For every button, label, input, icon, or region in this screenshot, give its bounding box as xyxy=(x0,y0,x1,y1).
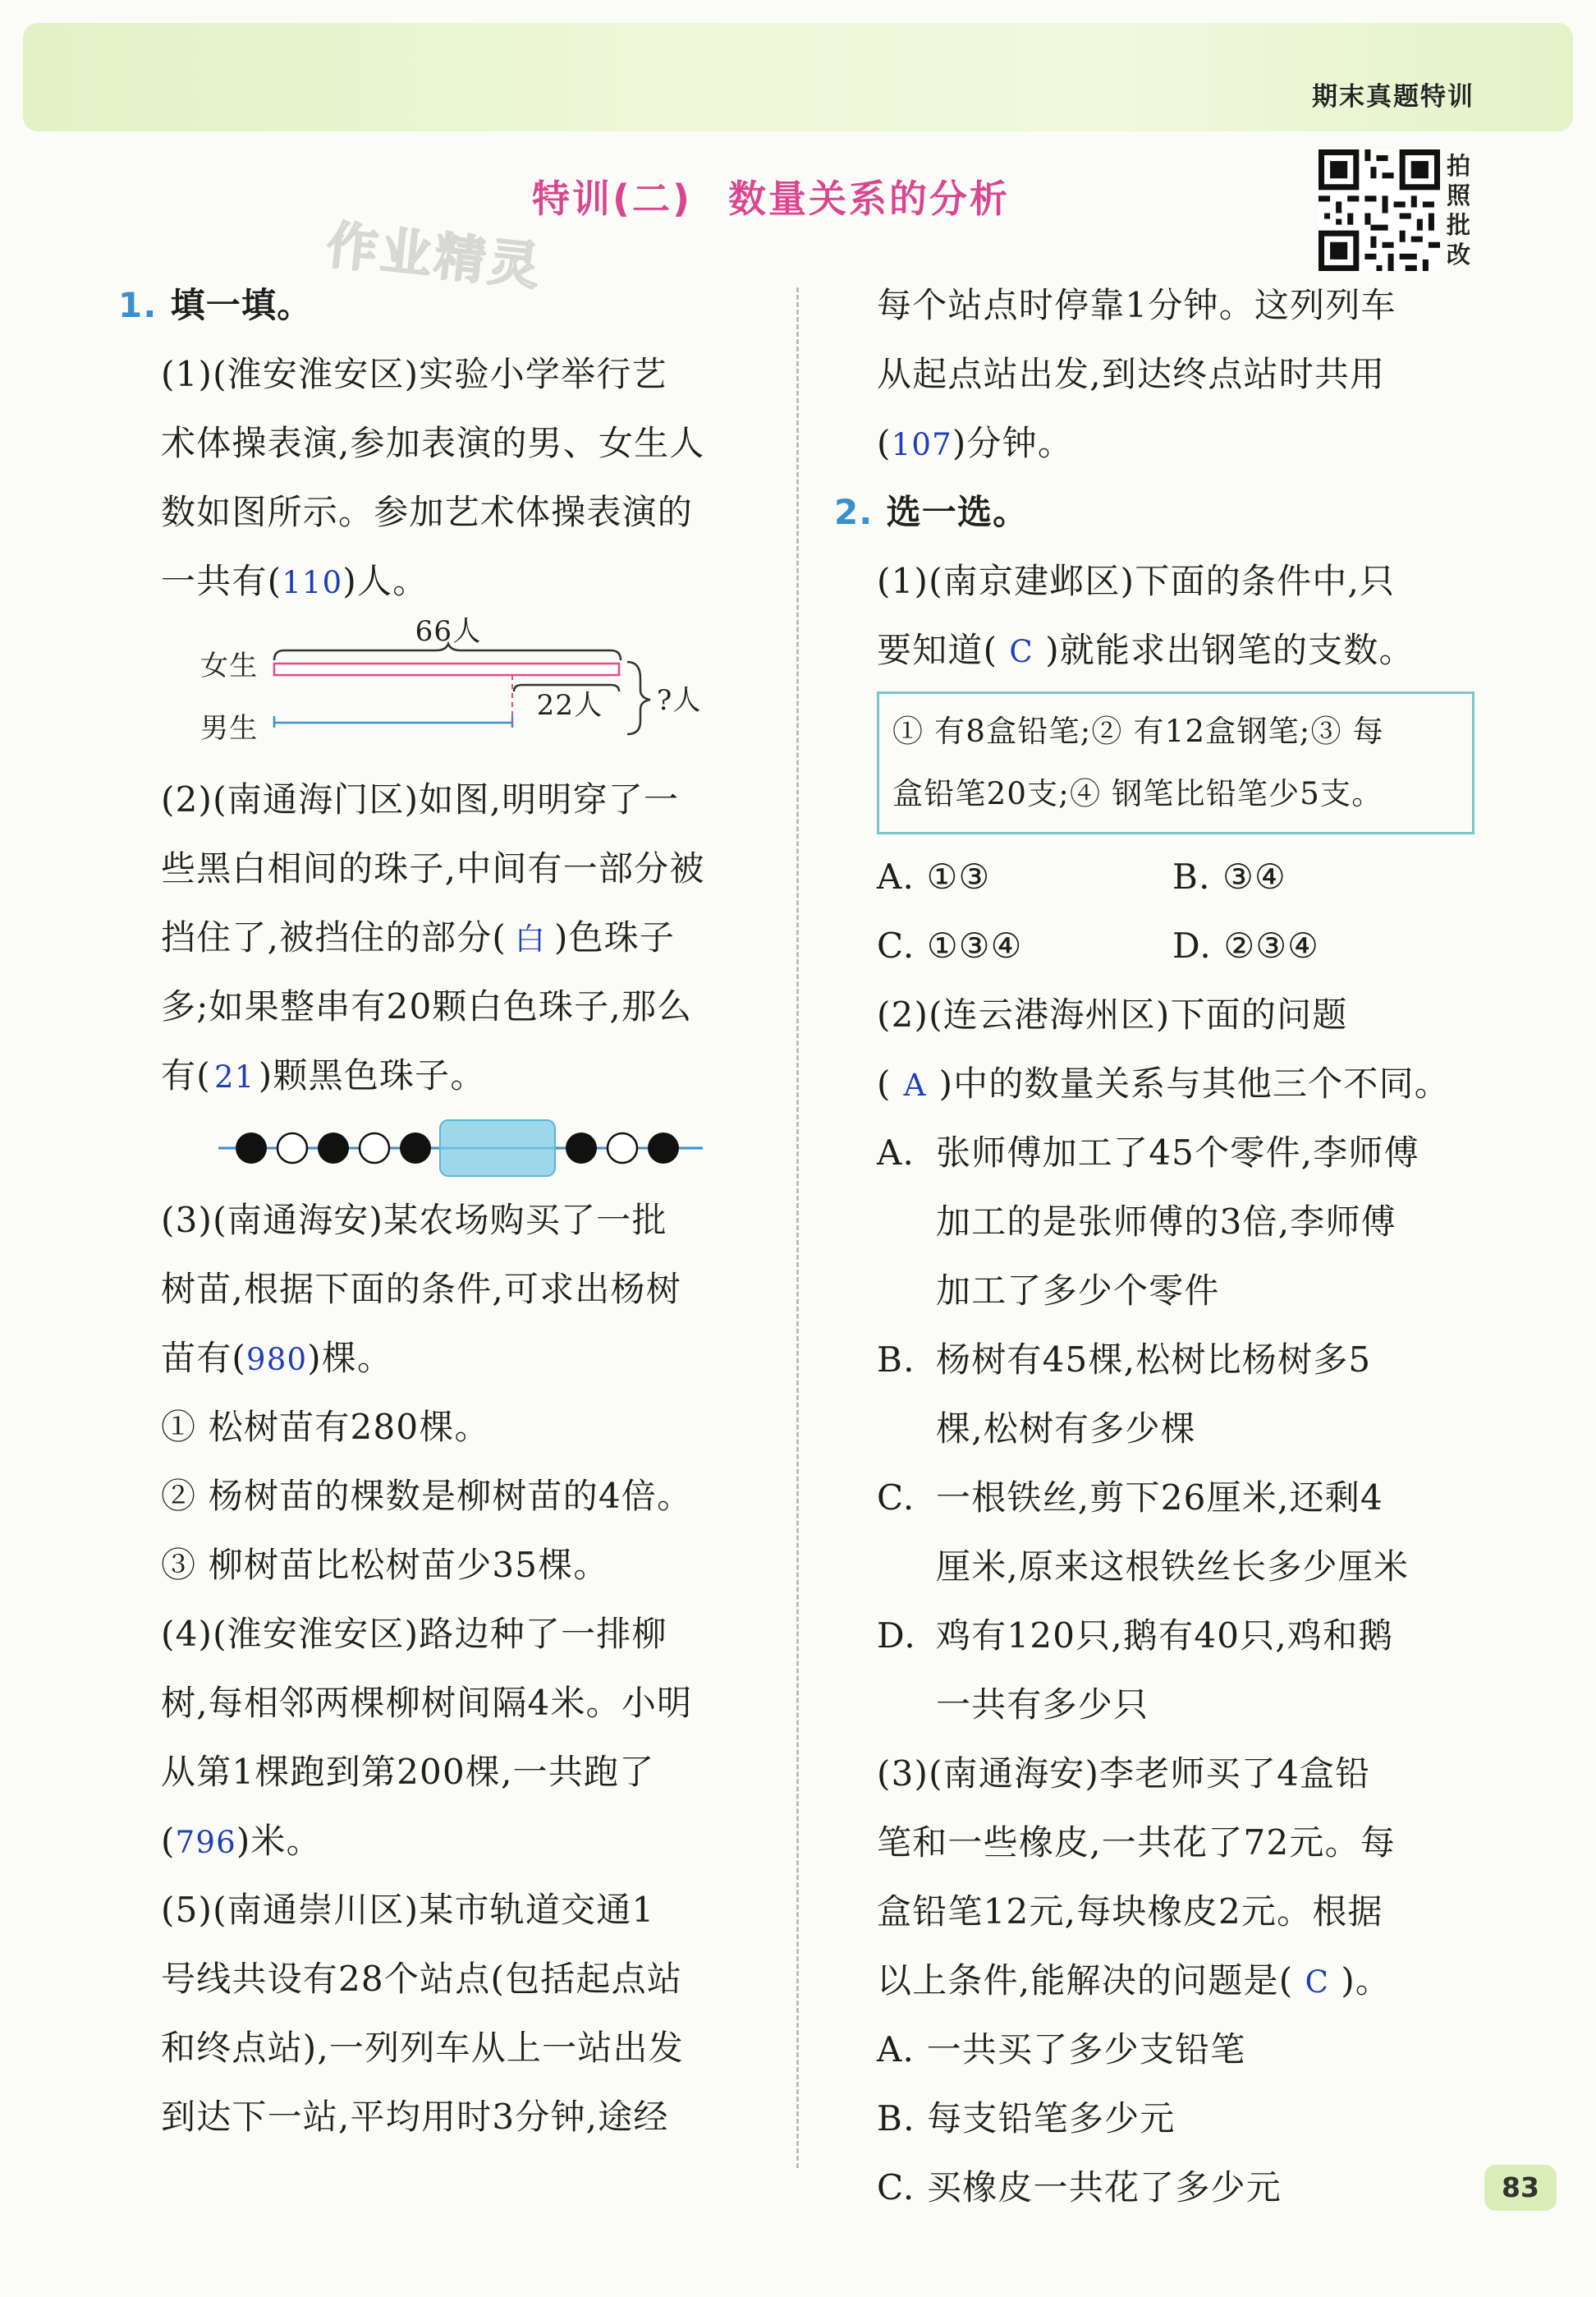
bead xyxy=(277,1133,307,1163)
section-2-heading: 2. 选一选。 xyxy=(834,492,1029,532)
answer-q1-2b: 21 xyxy=(214,1059,255,1095)
mc2-option-a[interactable]: A. 张师傅加工了45个零件,李师傅 xyxy=(877,1132,1419,1173)
mc2-line1: (2)(连云港海州区)下面的问题 xyxy=(877,995,1348,1035)
q3-condition-2: ② 杨树苗的棵数是柳树苗的4倍。 xyxy=(161,1476,693,1516)
bead xyxy=(236,1132,267,1164)
bead-string-figure xyxy=(161,1110,770,1186)
q5-cont-line3: (107)分钟。 xyxy=(877,409,1476,478)
mc2-option-c[interactable]: C. 一根铁丝,剪下26厘米,还剩4 xyxy=(877,1477,1383,1518)
answer-q1-2a: 白 xyxy=(514,921,547,957)
answer-q1-1: 110 xyxy=(282,565,343,600)
mc1-line1: (1)(南京建邺区)下面的条件中,只 xyxy=(877,561,1396,601)
q3-line2: 树苗,根据下面的条件,可求出杨树 xyxy=(161,1269,681,1309)
line-segment-diagram xyxy=(161,613,770,765)
q3-condition-1: ① 松树苗有280棵。 xyxy=(161,1407,490,1447)
q5-cont-line1: 每个站点时停靠1分钟。这列列车 xyxy=(877,285,1396,325)
title-part2: 数量关系的分析 xyxy=(728,177,1011,221)
title-part1: 特训(二) xyxy=(532,177,693,221)
mc3-line1: (3)(南通海安)李老师买了4盒铅 xyxy=(877,1753,1371,1794)
q2-line5: 有( 21 )颗黑色珠子。 xyxy=(161,1041,770,1110)
bead xyxy=(318,1132,349,1164)
q1-line4: 一共有(110)人。 xyxy=(161,547,770,616)
watermark: 作业精灵 xyxy=(323,214,546,297)
diagram-girl-label: 女生 xyxy=(200,650,259,682)
q3-line1: (3)(南通海安)某农场购买了一批 xyxy=(161,1200,667,1240)
mc1-line2: 要知道( C )就能求出钢笔的支数。 xyxy=(877,616,1476,685)
q5-line2: 号线共设有28个站点(包括起点站 xyxy=(161,1959,683,1999)
bead xyxy=(648,1132,679,1164)
q3-line3: 苗有(980)棵。 xyxy=(161,1324,770,1393)
column-divider xyxy=(796,287,799,2168)
answer-q2-2: A xyxy=(903,1068,927,1103)
section-1-heading: 1. 填一填。 xyxy=(118,285,313,325)
mc1-option-a[interactable]: A. ①③ xyxy=(877,857,991,897)
q4-line3: 从第1棵跑到第200棵,一共跑了 xyxy=(161,1752,655,1792)
answer-q1-3: 980 xyxy=(246,1342,308,1377)
right-column xyxy=(834,271,1476,2222)
cover-box xyxy=(440,1120,555,1176)
mc1-option-d[interactable]: D. ②③④ xyxy=(1172,926,1320,966)
q4-line2: 树,每相邻两棵柳树间隔4米。小明 xyxy=(161,1683,693,1723)
mc2-option-a-cont: 加工的是张师傅的3倍,李师傅 xyxy=(936,1201,1396,1242)
q5-cont-line2: 从起点站出发,到达终点站时共用 xyxy=(877,354,1386,394)
diagram-diff-label: 22人 xyxy=(536,689,603,722)
q5-line4: 到达下一站,平均用时3分钟,途经 xyxy=(161,2097,669,2137)
q4-line1: (4)(淮安淮安区)路边种了一排柳 xyxy=(161,1614,667,1654)
bead xyxy=(566,1132,597,1164)
q2-line3: 挡住了,被挡住的部分( 白 )色珠子 xyxy=(161,903,770,972)
bead xyxy=(608,1133,637,1163)
qr-caption: 拍 照 批 改 xyxy=(1447,152,1471,269)
mc3-option-c[interactable]: C. 买橡皮一共花了多少元 xyxy=(877,2167,1282,2207)
mc3-line3: 盒铅笔12元,每块橡皮2元。根据 xyxy=(877,1891,1383,1932)
mc3-line4: 以上条件,能解决的问题是( C )。 xyxy=(877,1946,1476,2015)
q3-condition-3: ③ 柳树苗比松树苗少35棵。 xyxy=(161,1545,609,1585)
q5-line3: 和终点站),一列列车从上一站出发 xyxy=(161,2028,684,2068)
condition-box-line1: ① 有8盒铅笔;② 有12盒钢笔;③ 每 xyxy=(892,714,1384,749)
mc1-options-row2 xyxy=(877,912,1476,981)
condition-box-line2: 盒铅笔20支;④ 钢笔比铅笔少5支。 xyxy=(892,776,1383,811)
q2-line2: 些黑白相间的珠子,中间有一部分被 xyxy=(161,848,705,889)
q1-line2: 术体操表演,参加表演的男、女生人 xyxy=(161,423,705,463)
mc1-options-row1 xyxy=(877,843,1476,912)
bead xyxy=(400,1132,431,1164)
answer-q1-5: 107 xyxy=(891,427,952,462)
q2-line4: 多;如果整串有20颗白色珠子,那么 xyxy=(161,986,693,1027)
answer-q2-1: C xyxy=(1009,634,1034,669)
mc2-option-d[interactable]: D. 鸡有120只,鹅有40只,鸡和鹅 xyxy=(877,1615,1394,1656)
mc2-line2: ( A )中的数量关系与其他三个不同。 xyxy=(877,1050,1476,1119)
qr-code-icon[interactable] xyxy=(1319,149,1440,271)
mc3-option-a[interactable]: A. 一共买了多少支铅笔 xyxy=(877,2029,1246,2070)
mc2-option-c-cont: 厘米,原来这根铁丝长多少厘米 xyxy=(936,1546,1410,1587)
answer-q2-3: C xyxy=(1305,1964,1330,2000)
mc3-line2: 笔和一些橡皮,一共花了72元。每 xyxy=(877,1822,1396,1863)
bead xyxy=(360,1133,389,1163)
q5-line1: (5)(南通崇川区)某市轨道交通1 xyxy=(161,1890,655,1930)
q2-line1: (2)(南通海门区)如图,明明穿了一 xyxy=(161,779,680,820)
mc2-option-d-cont: 一共有多少只 xyxy=(936,1684,1149,1725)
q4-line4: (796)米。 xyxy=(161,1807,770,1876)
mc2-option-a-cont: 加工了多少个零件 xyxy=(936,1270,1220,1311)
mc3-option-b[interactable]: B. 每支铅笔多少元 xyxy=(877,2098,1176,2139)
q1-line3: 数如图所示。参加艺术体操表演的 xyxy=(161,492,694,532)
diagram-boy-label: 男生 xyxy=(200,712,259,745)
diagram-total-label: ?人 xyxy=(657,684,702,717)
diagram-top-label: 66人 xyxy=(415,615,482,648)
page-title xyxy=(532,169,1010,223)
condition-box xyxy=(877,691,1474,834)
mc1-option-b[interactable]: B. ③④ xyxy=(1172,857,1286,897)
mc1-option-c[interactable]: C. ①③④ xyxy=(877,926,1023,966)
mc2-option-b[interactable]: B. 杨树有45棵,松树比杨树多5 xyxy=(877,1339,1372,1380)
answer-q1-4: 796 xyxy=(175,1825,236,1860)
page-number: 83 xyxy=(1484,2165,1557,2211)
left-column xyxy=(118,271,770,2152)
q1-line1: (1)(淮安淮安区)实验小学举行艺 xyxy=(161,354,667,394)
header-label: 期末真题特训 xyxy=(1312,82,1474,112)
mc2-option-b-cont: 棵,松树有多少棵 xyxy=(936,1408,1196,1449)
